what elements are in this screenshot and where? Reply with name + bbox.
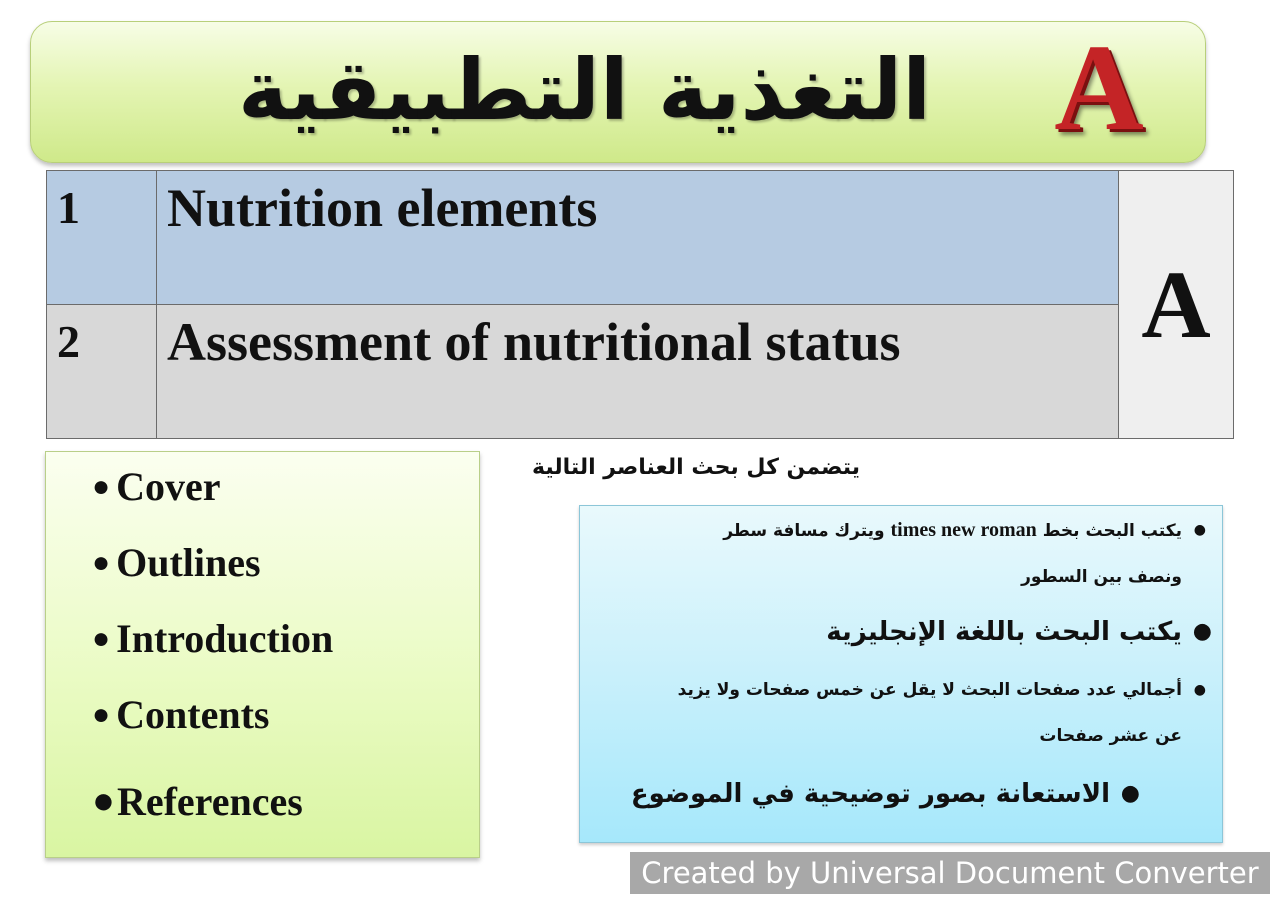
topic-title: Assessment of nutritional status (167, 312, 901, 372)
letter-a-logo: A (1054, 19, 1144, 156)
rule-font-line1 (723, 516, 1206, 545)
table-row (47, 171, 1234, 305)
rule-text: يكتب البحث باللغة الإنجليزية (826, 617, 1182, 647)
outline-list (92, 464, 333, 854)
bullet-icon: ● (92, 780, 115, 822)
rule-pages-line2: عن عشر صفحات (1039, 726, 1182, 746)
topic-title: Nutrition elements (167, 178, 598, 238)
list-item (92, 778, 333, 854)
topic-title-cell (157, 305, 1119, 439)
bullet-icon: ● (1193, 682, 1206, 698)
outline-item-label: Introduction (116, 616, 334, 661)
group-letter: A (1141, 251, 1211, 358)
outline-item-label: Contents (116, 692, 270, 737)
topic-number-cell (47, 171, 157, 305)
rule-text: أجمالي عدد صفحات البحث لا يقل عن خمس صفحات ولا يزيد (677, 680, 1182, 700)
rule-text: الاستعانة بصور توضيحية في الموضوع (630, 779, 1110, 809)
topic-title-cell (157, 171, 1119, 305)
page-title: التغذية التطبيقية (238, 41, 931, 139)
list-item (92, 692, 333, 768)
rule-pages-line1 (677, 676, 1206, 704)
topics-table (46, 170, 1234, 439)
outline-item-label: Cover (116, 464, 221, 509)
bullet-icon: ● (1193, 522, 1206, 538)
bullet-icon: ● (1192, 619, 1212, 644)
font-name-text: times new roman (890, 519, 1037, 541)
list-item (92, 616, 333, 692)
list-item (92, 540, 333, 616)
rule-text: يكتب البحث بخط (1042, 521, 1182, 541)
group-letter-cell (1119, 171, 1234, 439)
bullet-icon: ● (92, 470, 111, 503)
topic-number: 2 (57, 316, 80, 367)
bullet-icon: ● (1120, 781, 1140, 806)
topic-number: 1 (57, 182, 80, 233)
rule-images (630, 774, 1140, 814)
research-outline-box (45, 451, 480, 858)
bullet-icon: ● (92, 698, 111, 731)
formatting-rules-box (579, 505, 1223, 843)
outline-item-label: Outlines (116, 540, 261, 585)
rule-text: ويترك مسافة سطر (723, 521, 885, 541)
outline-item-label: References (116, 779, 303, 824)
rule-font-line2: ونصف بين السطور (1021, 567, 1182, 587)
list-item (92, 464, 333, 540)
converter-watermark: Created by Universal Document Converter (630, 852, 1270, 894)
topic-number-cell (47, 305, 157, 439)
section-subtitle: يتضمن كل بحث العناصر التالية (532, 455, 860, 480)
table-row (47, 305, 1234, 439)
bullet-icon: ● (92, 622, 111, 655)
title-banner (30, 21, 1206, 163)
rule-language (826, 612, 1212, 652)
bullet-icon: ● (92, 546, 111, 579)
